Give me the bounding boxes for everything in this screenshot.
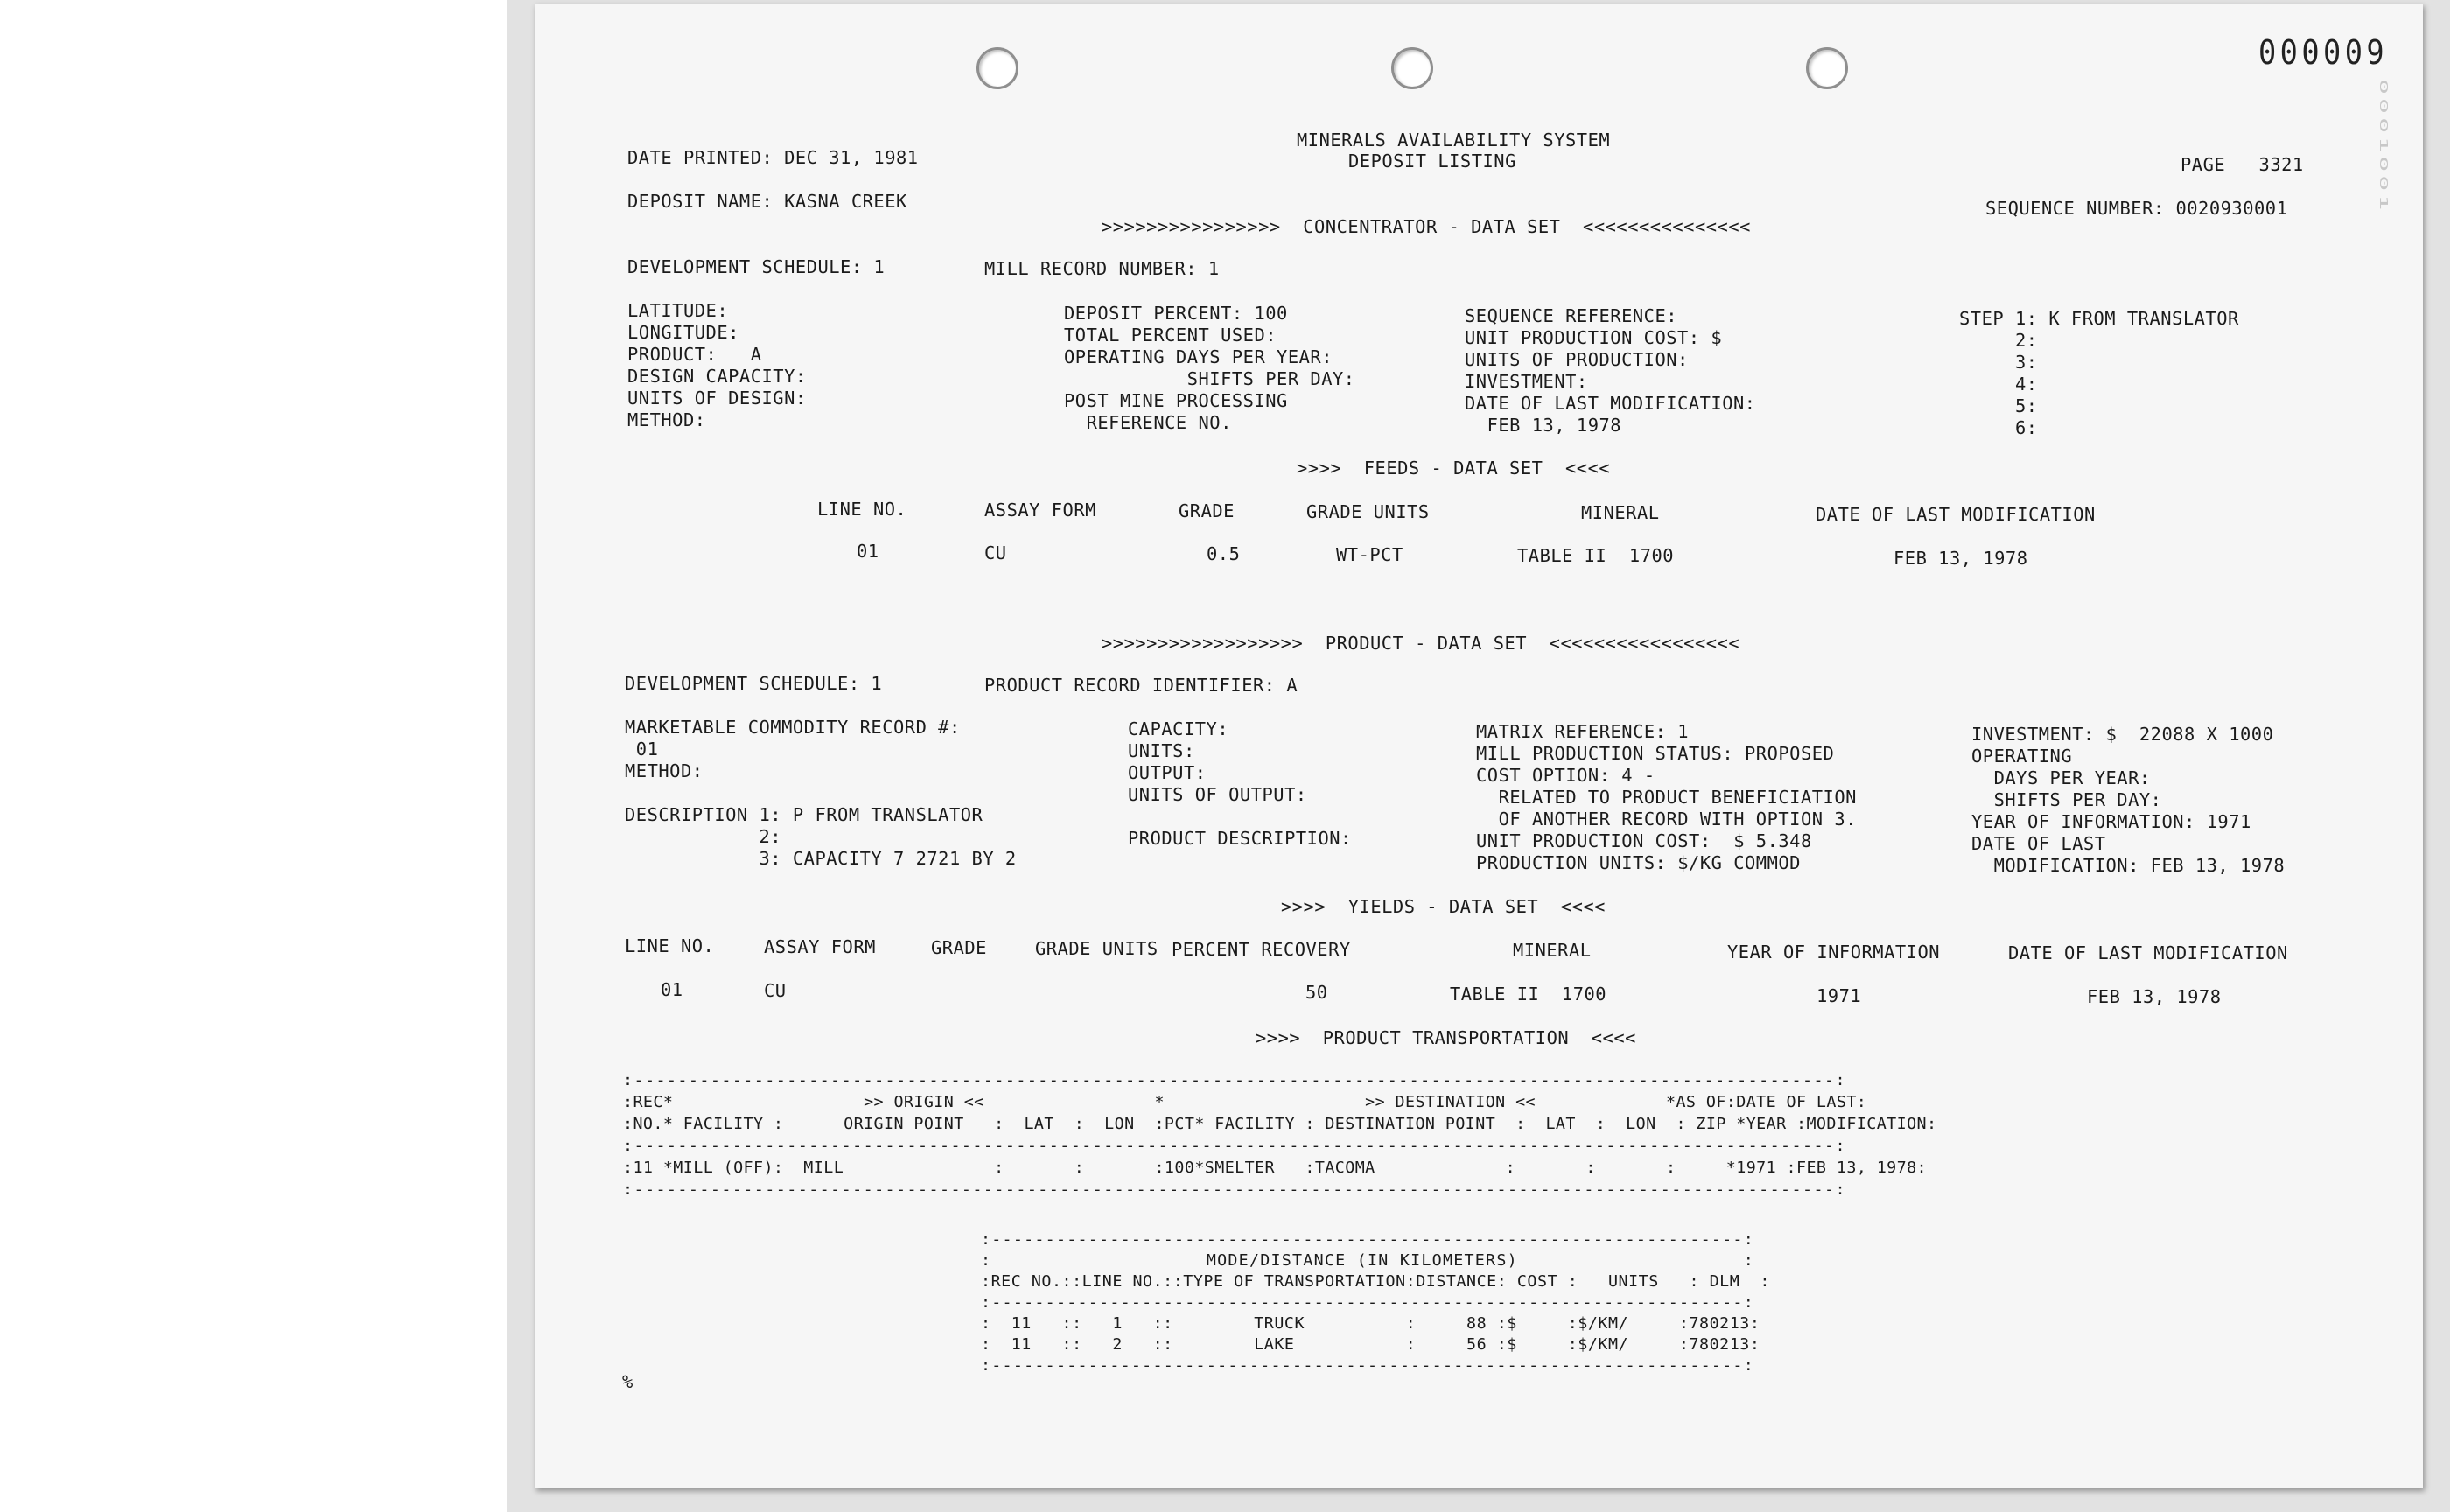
yields-header: PERCENT RECOVERY	[1172, 939, 1351, 960]
concentrator-field: POST MINE PROCESSING	[1064, 390, 1288, 411]
product-field: OF ANOTHER RECORD WITH OPTION 3.	[1476, 808, 1857, 830]
product-field: METHOD:	[625, 760, 704, 781]
yields-cell: 1971	[1816, 985, 1862, 1006]
yields-header: GRADE UNITS	[1035, 938, 1158, 959]
product-field: UNIT PRODUCTION COST: $ 5.348	[1476, 830, 1812, 851]
yields-header: GRADE	[931, 937, 987, 958]
product-field: PRODUCTION UNITS: $/KG COMMOD	[1476, 852, 1801, 873]
deposit-name: DEPOSIT NAME: KASNA CREEK	[627, 191, 907, 212]
concentrator-field: TOTAL PERCENT USED:	[1064, 325, 1278, 346]
product-field: 3: CAPACITY 7 2721 BY 2	[625, 848, 1017, 869]
yields-cell: FEB 13, 1978	[2087, 986, 2222, 1007]
yields-cell: 50	[1306, 982, 1328, 1003]
yields-header: YEAR OF INFORMATION	[1727, 942, 1941, 962]
yields-header: DATE OF LAST MODIFICATION	[2008, 942, 2288, 963]
margin-number: 0001001	[2377, 79, 2390, 214]
yields-header: ASSAY FORM	[764, 936, 876, 957]
concentrator-field: DATE OF LAST MODIFICATION:	[1465, 393, 1756, 414]
concentrator-field: FEB 13, 1978	[1465, 415, 1622, 436]
transport-table-line: :REC* >> ORIGIN << * >> DESTINATION << *AS OF:DATE OF LAST:	[623, 1093, 1867, 1111]
concentrator-field: METHOD:	[627, 410, 706, 430]
mode-table-line: : 11 :: 2 :: LAKE : 56 :$ :$/KM/ :780213:	[981, 1335, 1760, 1354]
product-field: RELATED TO PRODUCT BENEFICIATION	[1476, 787, 1857, 808]
yields-banner: >>>> YIELDS - DATA SET <<<<	[1281, 896, 1606, 917]
concentrator-step: 5:	[1959, 396, 2038, 416]
product-field: CAPACITY:	[1128, 718, 1229, 739]
concentrator-field: INVESTMENT:	[1465, 371, 1588, 392]
feeds-cell: 0.5	[1207, 543, 1241, 564]
concentrator-banner: >>>>>>>>>>>>>>>> CONCENTRATOR - DATA SET <<<<<<<<<<<<<<<	[1102, 216, 1751, 237]
product-field: 01	[625, 738, 659, 760]
product-field: 2:	[625, 826, 782, 847]
sequence-number: SEQUENCE NUMBER: 0020930001	[1985, 198, 2288, 219]
concentrator-step: 2:	[1959, 330, 2038, 351]
product-field: DAYS PER YEAR:	[1971, 767, 2151, 788]
feeds-cell: CU	[984, 542, 1007, 564]
feeds-header: ASSAY FORM	[984, 500, 1096, 521]
concentrator-field: UNITS OF PRODUCTION:	[1465, 349, 1689, 370]
product-field: PRODUCT DESCRIPTION:	[1128, 828, 1352, 849]
product-banner: >>>>>>>>>>>>>>>>>> PRODUCT - DATA SET <<<<<<<<<<<<<<<<<	[1102, 633, 1740, 654]
concentrator-field: UNIT PRODUCTION COST: $	[1465, 327, 1723, 348]
page-number: PAGE 3321	[2180, 154, 2304, 175]
concentrator-field: LONGITUDE:	[627, 322, 739, 343]
product-field: UNITS OF OUTPUT:	[1128, 784, 1307, 805]
transport-table-line: :--------------------------------------------------------------------------------------------------------------:	[623, 1137, 1846, 1155]
feeds-header: GRADE UNITS	[1306, 501, 1430, 522]
concentrator-step: STEP 1: K FROM TRANSLATOR	[1959, 308, 2239, 329]
mode-table-line: : MODE/DISTANCE (IN KILOMETERS) :	[981, 1251, 1755, 1270]
transport-table-line: :NO.* FACILITY : ORIGIN POINT : LAT : LON :PCT* FACILITY : DESTINATION POINT : LAT : LON : ZIP *YEAR :MODIFICATION:	[623, 1115, 1937, 1133]
mode-table-line: : 11 :: 1 :: TRUCK : 88 :$ :$/KM/ :780213:	[981, 1314, 1760, 1333]
product-field: SHIFTS PER DAY:	[1971, 789, 2162, 810]
concentrator-step: 3:	[1959, 352, 2038, 373]
concentrator-step: 6:	[1959, 417, 2038, 438]
feeds-cell: TABLE II 1700	[1517, 545, 1675, 566]
feeds-header: GRADE	[1179, 500, 1235, 522]
concentrator-field: PRODUCT: A	[627, 344, 762, 365]
concentrator-field: SEQUENCE REFERENCE:	[1465, 305, 1678, 326]
concentrator-field: REFERENCE NO.	[1064, 412, 1232, 433]
mode-table-line: :----------------------------------------------------------------------:	[981, 1356, 1755, 1375]
yields-header: LINE NO.	[625, 935, 715, 956]
punch-hole	[1391, 47, 1433, 89]
product-field: COST OPTION: 4 -	[1476, 765, 1656, 786]
transport-banner: >>>> PRODUCT TRANSPORTATION <<<<	[1256, 1027, 1636, 1048]
concentrator-field: UNITS OF DESIGN:	[627, 388, 807, 409]
product-field: YEAR OF INFORMATION: 1971	[1971, 811, 2251, 832]
yields-header: MINERAL	[1513, 940, 1592, 961]
concentrator-step: 4:	[1959, 374, 2038, 395]
punch-hole	[1806, 47, 1848, 89]
feeds-header: MINERAL	[1581, 502, 1660, 523]
product-field: MILL PRODUCTION STATUS: PROPOSED	[1476, 743, 1835, 764]
feeds-header: DATE OF LAST MODIFICATION	[1816, 504, 2096, 525]
product-field: DATE OF LAST	[1971, 833, 2106, 854]
punch-hole	[976, 47, 1018, 89]
scanned-page-background	[507, 0, 2450, 1512]
feeds-cell: 01	[857, 541, 879, 562]
product-field: UNITS:	[1128, 740, 1195, 761]
product-development-schedule: DEVELOPMENT SCHEDULE: 1	[625, 673, 883, 694]
report-subtitle: DEPOSIT LISTING	[1348, 150, 1516, 172]
product-field: MATRIX REFERENCE: 1	[1476, 721, 1690, 742]
product-field: OUTPUT:	[1128, 762, 1207, 783]
concentrator-field: DEPOSIT PERCENT: 100	[1064, 303, 1288, 324]
product-field: OPERATING	[1971, 746, 2073, 766]
mode-table-line: :----------------------------------------------------------------------:	[981, 1230, 1755, 1249]
concentrator-field: LATITUDE:	[627, 300, 729, 321]
yields-cell: CU	[764, 980, 787, 1001]
feeds-banner: >>>> FEEDS - DATA SET <<<<	[1297, 458, 1611, 479]
concentrator-field: DESIGN CAPACITY:	[627, 366, 807, 387]
document-number: 000009	[2258, 33, 2389, 72]
product-record-identifier: PRODUCT RECORD IDENTIFIER: A	[984, 675, 1298, 696]
mode-table-line: :----------------------------------------------------------------------:	[981, 1293, 1755, 1312]
development-schedule: DEVELOPMENT SCHEDULE: 1	[627, 256, 886, 277]
mode-table-line: :REC NO.::LINE NO.::TYPE OF TRANSPORTATION:DISTANCE: COST : UNITS : DLM :	[981, 1272, 1770, 1291]
transport-table-line: :--------------------------------------------------------------------------------------------------------------:	[623, 1071, 1846, 1089]
feeds-cell: WT-PCT	[1336, 544, 1404, 565]
feeds-header: LINE NO.	[817, 499, 907, 520]
date-printed: DATE PRINTED: DEC 31, 1981	[627, 147, 919, 168]
feeds-cell: FEB 13, 1978	[1894, 548, 2028, 569]
product-field: DESCRIPTION 1: P FROM TRANSLATOR	[625, 804, 984, 825]
concentrator-field: SHIFTS PER DAY:	[1064, 368, 1355, 389]
footer-mark: %	[622, 1371, 634, 1392]
product-field: INVESTMENT: $ 22088 X 1000	[1971, 724, 2274, 745]
mill-record-number: MILL RECORD NUMBER: 1	[984, 258, 1220, 279]
report-title: MINERALS AVAILABILITY SYSTEM	[1297, 130, 1611, 150]
concentrator-field: OPERATING DAYS PER YEAR:	[1064, 346, 1334, 368]
product-field: MODIFICATION: FEB 13, 1978	[1971, 855, 2286, 876]
transport-table-line: :--------------------------------------------------------------------------------------------------------------:	[623, 1180, 1846, 1199]
product-field: MARKETABLE COMMODITY RECORD #:	[625, 717, 961, 738]
yields-cell: TABLE II 1700	[1450, 984, 1607, 1004]
transport-table-line: :11 *MILL (OFF): MILL : : :100*SMELTER :TACOMA : : : *1971 :FEB 13, 1978:	[623, 1158, 1928, 1177]
yields-cell: 01	[661, 979, 683, 1000]
